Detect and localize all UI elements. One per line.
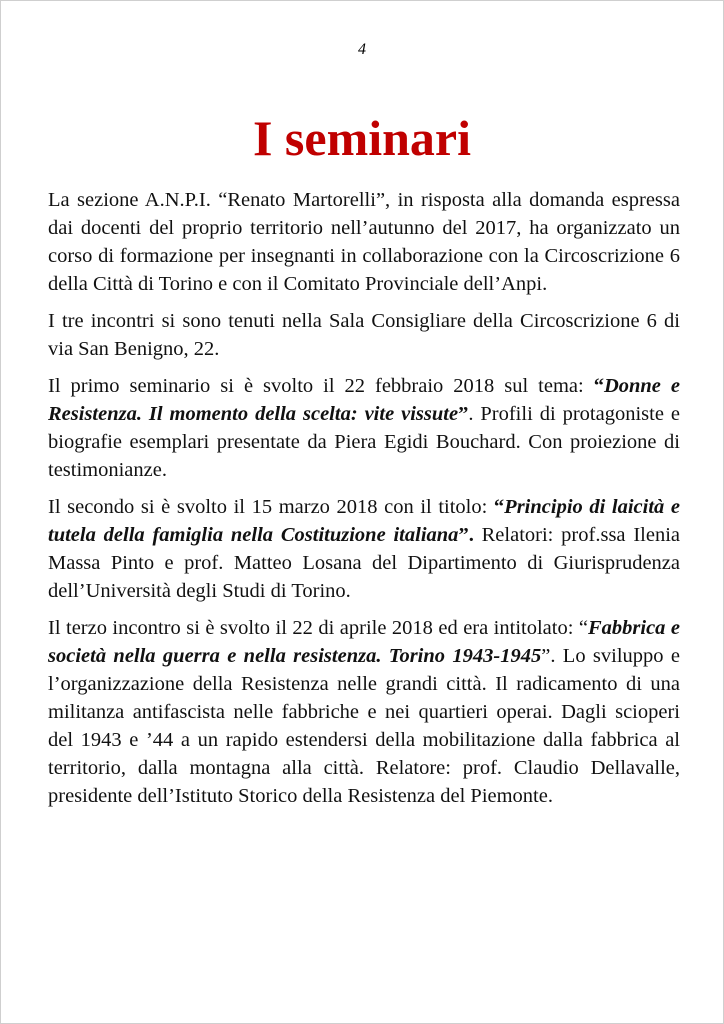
paragraph-location: I tre incontri si sono tenuti nella Sala Consigliare della Circoscrizione 6 di via San Benigno, 22.: [48, 310, 680, 360]
first-seminar-title: Donne e Resistenza. Il momento della scelta: vite vissute: [48, 375, 680, 425]
third-seminar-tail: ”. Lo sviluppo e l’organizzazione della Resistenza nelle grandi città. Il radicamento di una militanza antifascista nelle fabbriche e nei quartieri operai. Dagli scioperi del 1943 e ’44 a un rapido estendersi della mobilitazione dalla fabbrica al territorio, dalla montagna alla città. Relatore: prof. Claudio Dellavalle, presidente dell’Istituto Storico della Resistenza del Piemonte.: [48, 645, 680, 807]
first-seminar-lead: Il primo seminario si è svolto il 22 febbraio 2018 sul tema:: [48, 375, 594, 397]
third-seminar-lead: Il terzo incontro si è svolto il 22 di aprile 2018 ed era intitolato: “: [48, 617, 588, 639]
second-seminar-title: Principio di laicità e tutela della famiglia nella Costituzione italiana: [48, 496, 680, 546]
document-body: [48, 186, 680, 819]
second-seminar-lead: Il secondo si è svolto il 15 marzo 2018 con il titolo:: [48, 496, 494, 518]
paragraph-second-seminar: [48, 493, 680, 605]
paragraph-intro: La sezione A.N.P.I. “Renato Martorelli”, in risposta alla domanda espressa dai docenti del proprio territorio nell’autunno del 2017, ha organizzato un corso di formazione per insegnanti in collaborazione con la Circoscrizione 6 della Città di Torino e con il Comitato Provinciale dell’Anpi.: [48, 189, 680, 295]
second-seminar-close-quote: ”.: [458, 524, 474, 546]
second-seminar-tail: Relatori: prof.ssa Ilenia Massa Pinto e prof. Matteo Losana del Dipartimento di Giurisprudenza dell’Università degli Studi di Torino.: [48, 524, 681, 602]
paragraph-first-seminar: [48, 372, 680, 484]
first-seminar-tail: . Profili di protagoniste e biografie esemplari presentate da Piera Egidi Bouchard. Con proiezione di testimonianze.: [48, 403, 680, 481]
first-seminar-open-quote: “: [593, 375, 604, 397]
page-title: I seminari: [252, 110, 472, 166]
paragraph-third-seminar: [48, 614, 680, 810]
second-seminar-open-quote: “: [493, 496, 505, 518]
first-seminar-close-quote: ”: [458, 403, 469, 425]
page-number: 4: [358, 41, 366, 58]
third-seminar-title: Fabbrica e società nella guerra e nella resistenza. Torino 1943-1945: [48, 617, 680, 667]
